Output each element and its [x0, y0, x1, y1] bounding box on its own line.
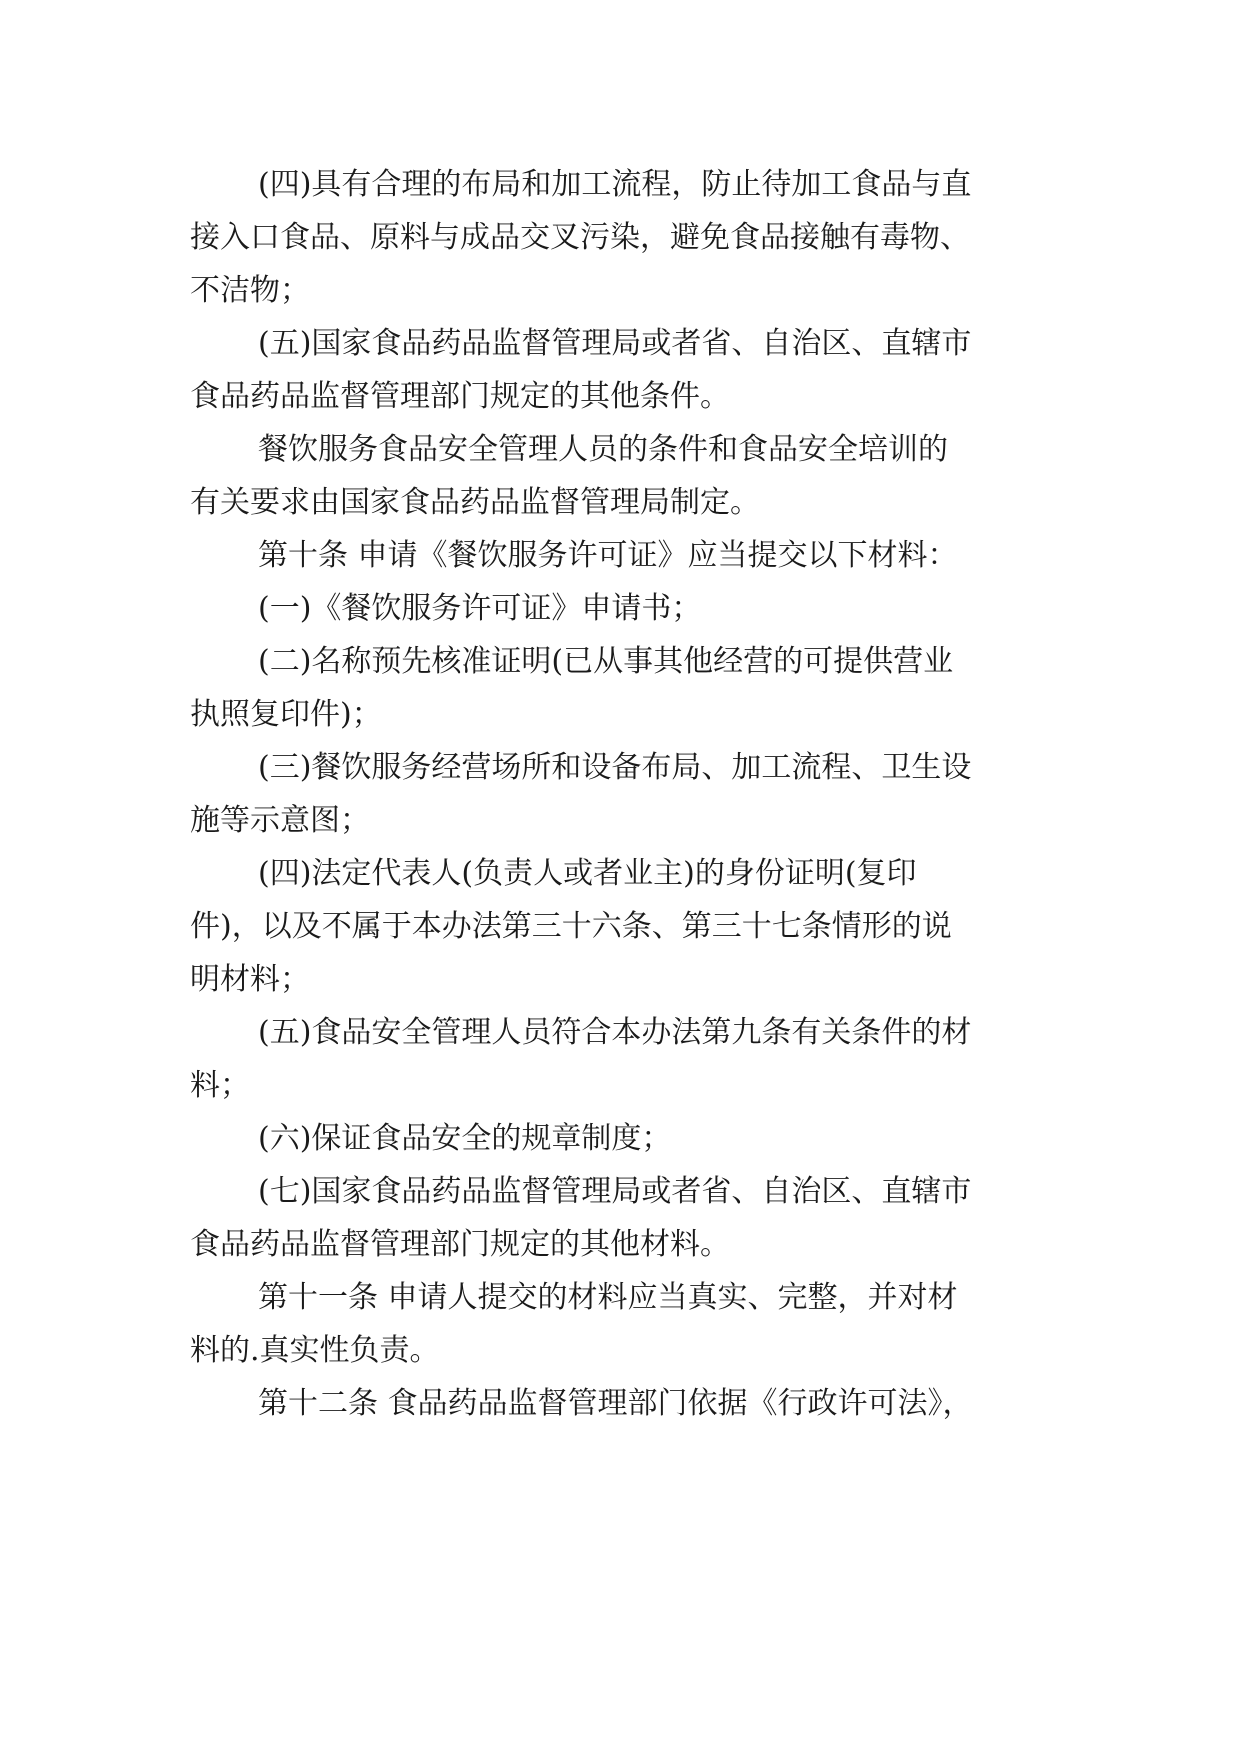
text-line: 施等示意图；	[190, 803, 370, 838]
text-line: 件)，以及不属于本办法第三十六条、第三十七条情形的说	[190, 909, 952, 944]
text-line: (五)食品安全管理人员符合本办法第九条有关条件的材	[258, 1015, 972, 1050]
text-line: 餐饮服务食品安全管理人员的条件和食品安全培训的	[258, 432, 948, 467]
text-line: 食品药品监督管理部门规定的其他材料。	[190, 1227, 730, 1262]
text-line: 料；	[190, 1068, 250, 1103]
text-line: (二)名称预先核准证明(已从事其他经营的可提供营业	[258, 644, 954, 679]
text-line: 料的.真实性负责。	[190, 1333, 440, 1368]
text-line: (六)保证食品安全的规章制度；	[258, 1121, 672, 1156]
text-line: 食品药品监督管理部门规定的其他条件。	[190, 379, 730, 414]
text-line: 第十一条 申请人提交的材料应当真实、完整，并对材	[258, 1280, 958, 1315]
text-line: 有关要求由国家食品药品监督管理局制定。	[190, 485, 760, 520]
text-line: 第十二条 食品药品监督管理部门依据《行政许可法》，	[258, 1386, 973, 1421]
text-line: 执照复印件)；	[190, 697, 382, 732]
text-line: 不洁物；	[190, 273, 310, 308]
text-line: (三)餐饮服务经营场所和设备布局、加工流程、卫生设	[258, 750, 972, 785]
text-line: 明材料；	[190, 962, 310, 997]
text-line: (四)具有合理的布局和加工流程，防止待加工食品与直	[258, 167, 972, 202]
text-line: (四)法定代表人(负责人或者业主)的身份证明(复印	[258, 856, 917, 891]
text-line: 第十条 申请《餐饮服务许可证》应当提交以下材料：	[258, 538, 958, 573]
text-line: (七)国家食品药品监督管理局或者省、自治区、直辖市	[258, 1174, 972, 1209]
text-line: (五)国家食品药品监督管理局或者省、自治区、直辖市	[258, 326, 972, 361]
text-line: 接入口食品、原料与成品交叉污染，避免食品接触有毒物、	[190, 220, 970, 255]
text-line: (一)《餐饮服务许可证》申请书；	[258, 591, 702, 626]
